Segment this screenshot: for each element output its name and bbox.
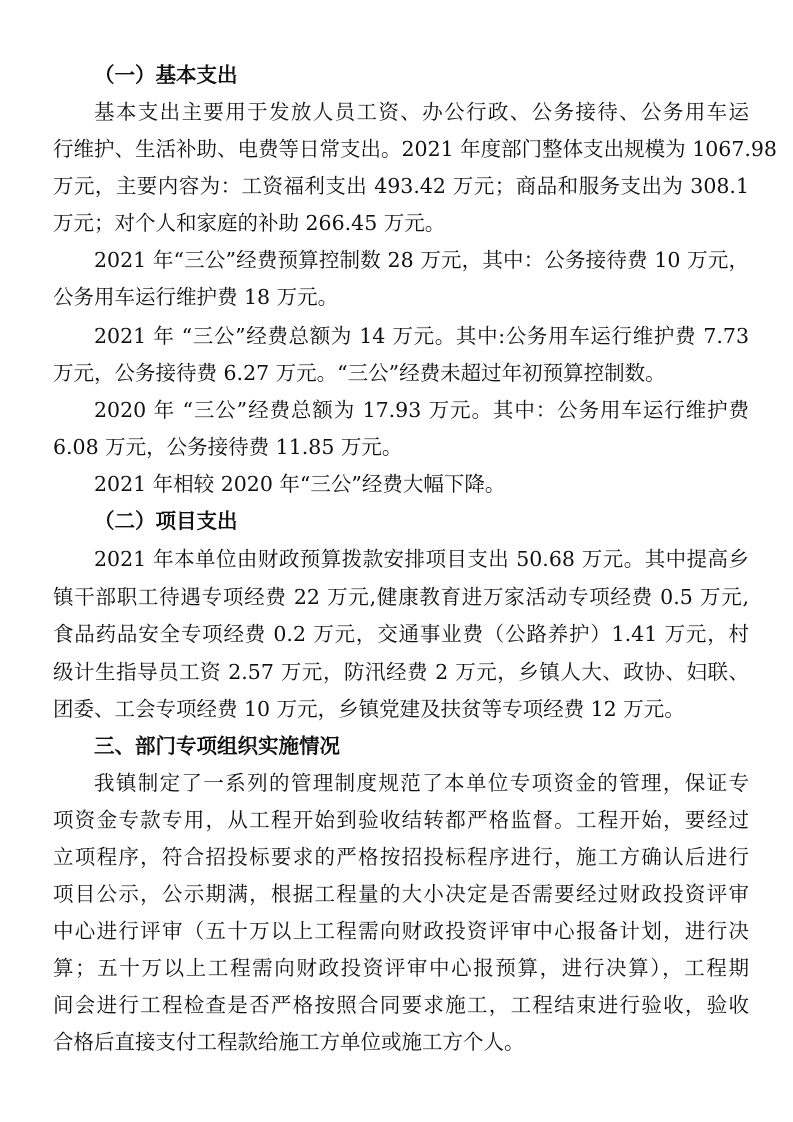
paragraph-line: 立项程序，符合招投标要求的严格按招投标程序进行，施工方确认后进行: [53, 845, 749, 869]
paragraph-line: 基本支出主要用于发放人员工资、办公行政、公务接待、公务用车运: [94, 100, 749, 124]
paragraph-line: 2021 年“三公”经费预算控制数 28 万元，其中：公务接待费 10 万元，: [94, 248, 749, 272]
paragraph-line: 万元；对个人和家庭的补助 266.45 万元。: [53, 211, 446, 235]
paragraph-line: 镇干部职工待遇专项经费 22 万元,健康教育进万家活动专项经费 0.5 万元,: [53, 585, 749, 609]
paragraph-line: 2020 年 “三公”经费总额为 17.93 万元。其中：公务用车运行维护费: [94, 398, 749, 422]
paragraph-line: 2021 年本单位由财政预算拨款安排项目支出 50.68 万元。其中提高乡: [94, 547, 749, 571]
paragraph-line: 万元，公务接待费 6.27 万元。“三公”经费未超过年初预算控制数。: [53, 361, 666, 385]
paragraph-line: 间会进行工程检查是否严格按照合同要求施工，工程结束进行验收，验收: [53, 993, 749, 1017]
paragraph-line: 万元，主要内容为：工资福利支出 493.42 万元；商品和服务支出为 308.1: [53, 174, 749, 198]
paragraph-line: 合格后直接支付工程款给施工方单位或施工方个人。: [53, 1030, 525, 1054]
paragraph-line: 中心进行评审（五十万以上工程需向财政投资评审中心报备计划，进行决: [53, 919, 749, 943]
paragraph-line: 6.08 万元，公务接待费 11.85 万元。: [53, 435, 403, 459]
paragraph-line: 公务用车运行维护费 18 万元。: [53, 285, 339, 309]
paragraph-line: 我镇制定了一系列的管理制度规范了本单位专项资金的管理，保证专: [94, 771, 749, 795]
paragraph-line: 级计生指导员工资 2.57 万元，防汛经费 2 万元，乡镇人大、政协、妇联、: [53, 660, 749, 684]
section-heading-special-implementation: 三、部门专项组织实施情况: [94, 734, 340, 758]
paragraph-line: 食品药品安全专项经费 0.2 万元，交通事业费（公路养护）1.41 万元，村: [53, 622, 749, 646]
paragraph-line: 项资金专款专用，从工程开始到验收结转都严格监督。工程开始，要经过: [53, 808, 749, 832]
paragraph-line: 行维护、生活补助、电费等日常支出。2021 年度部门整体支出规模为 1067.98: [53, 137, 777, 161]
paragraph-line: 2021 年 “三公”经费总额为 14 万元。其中:公务用车运行维护费 7.73: [94, 324, 749, 348]
paragraph-line: 团委、工会专项经费 10 万元，乡镇党建及扶贫等专项经费 12 万元。: [53, 697, 685, 721]
paragraph-line: 2021 年相较 2020 年“三公”经费大幅下降。: [94, 472, 506, 496]
section-heading-basic-expenditure: （一）基本支出: [94, 63, 238, 87]
section-heading-project-expenditure: （二）项目支出: [94, 509, 238, 533]
paragraph-line: 算；五十万以上工程需向财政投资评审中心报预算，进行决算），工程期: [53, 956, 749, 980]
paragraph-line: 项目公示，公示期满，根据工程量的大小决定是否需要经过财政投资评审: [53, 882, 749, 906]
